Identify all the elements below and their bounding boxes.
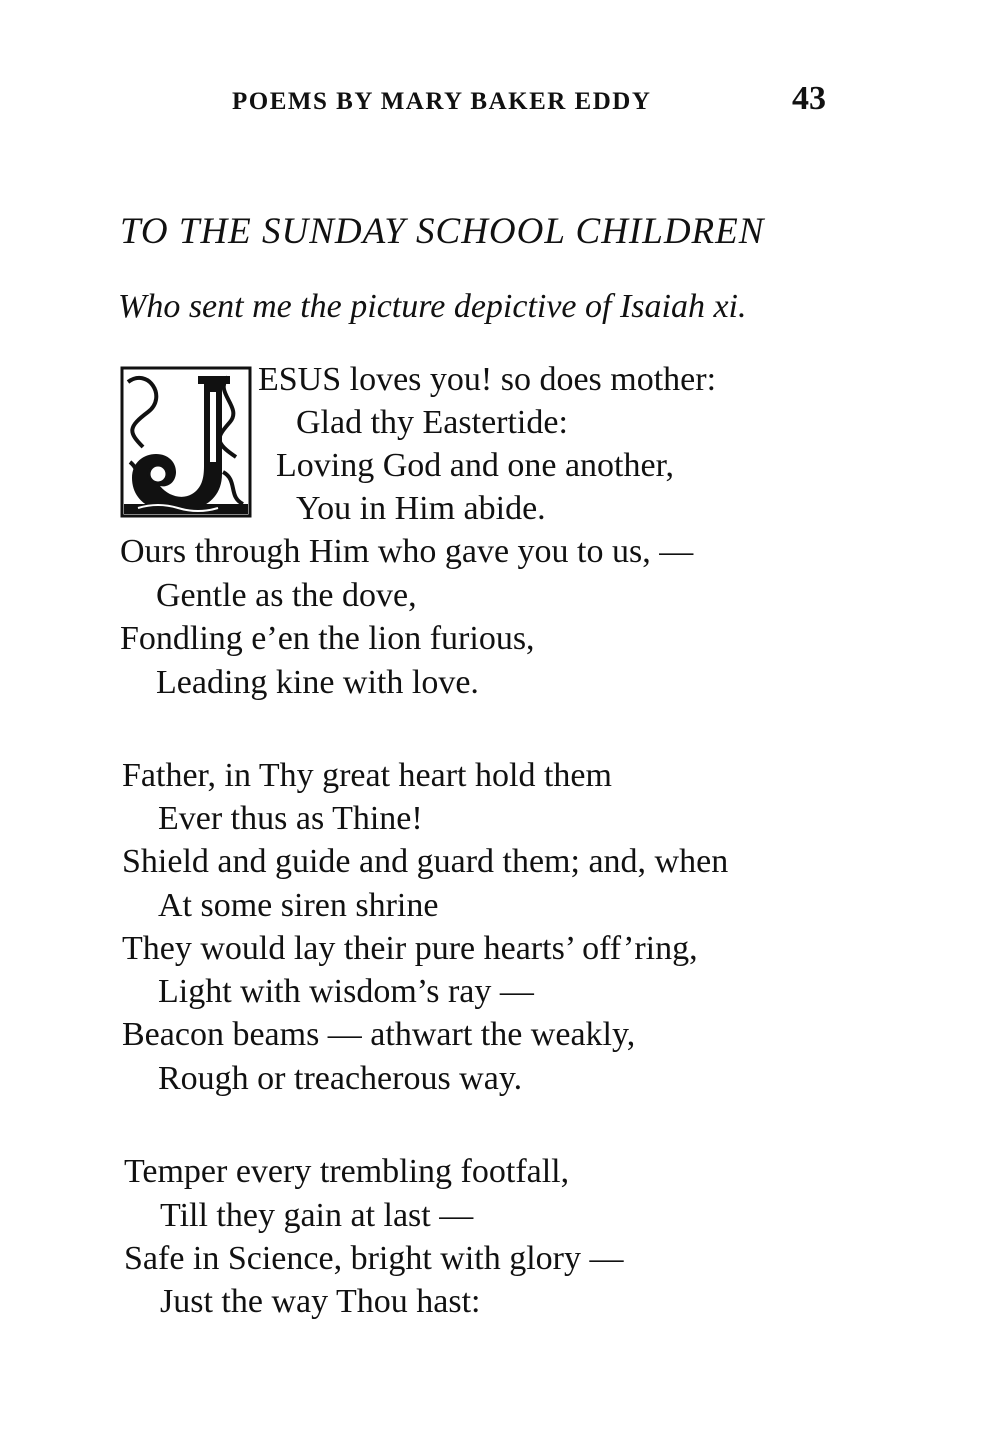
verse-line: Shield and guide and guard them; and, when	[122, 843, 729, 880]
verse-line: Leading kine with love.	[156, 664, 479, 701]
verse-line: Rough or treacherous way.	[158, 1060, 523, 1097]
verse-line: Light with wisdom’s ray —	[158, 973, 534, 1010]
verse-line: Gentle as the dove,	[156, 577, 417, 614]
verse-line: Safe in Science, bright with glory —	[124, 1240, 624, 1277]
verse-line: Temper every trembling footfall,	[124, 1153, 570, 1190]
drop-cap-j-icon	[118, 362, 254, 520]
verse-line: Beacon beams — athwart the weakly,	[122, 1016, 636, 1053]
verse-line: Father, in Thy great heart hold them	[122, 757, 612, 794]
verse-line: Glad thy Eastertide:	[296, 404, 568, 441]
poem-dedication: Who sent me the picture depictive of Isaiah xi.	[118, 288, 747, 325]
verse-line: Just the way Thou hast:	[160, 1283, 481, 1320]
verse-line: Till they gain at last —	[160, 1197, 474, 1234]
page-header	[0, 80, 1000, 120]
poem-title: TO THE SUNDAY SCHOOL CHILDREN	[120, 211, 765, 252]
running-head: POEMS BY MARY BAKER EDDY	[232, 88, 652, 115]
verse-line: Loving God and one another,	[276, 447, 675, 484]
verse-line: Ever thus as Thine!	[158, 800, 423, 837]
ornamental-drop-cap	[118, 362, 254, 520]
verse-line: You in Him abide.	[296, 490, 546, 527]
verse-line: Fondling e’en the lion furious,	[120, 620, 535, 657]
verse-line: Ours through Him who gave you to us, —	[120, 533, 694, 570]
verse-line: At some siren shrine	[158, 887, 439, 924]
page-number: 43	[792, 80, 826, 117]
verse-line: They would lay their pure hearts’ off’ring,	[122, 930, 698, 967]
verse-line: ESUS loves you! so does mother:	[258, 361, 717, 398]
